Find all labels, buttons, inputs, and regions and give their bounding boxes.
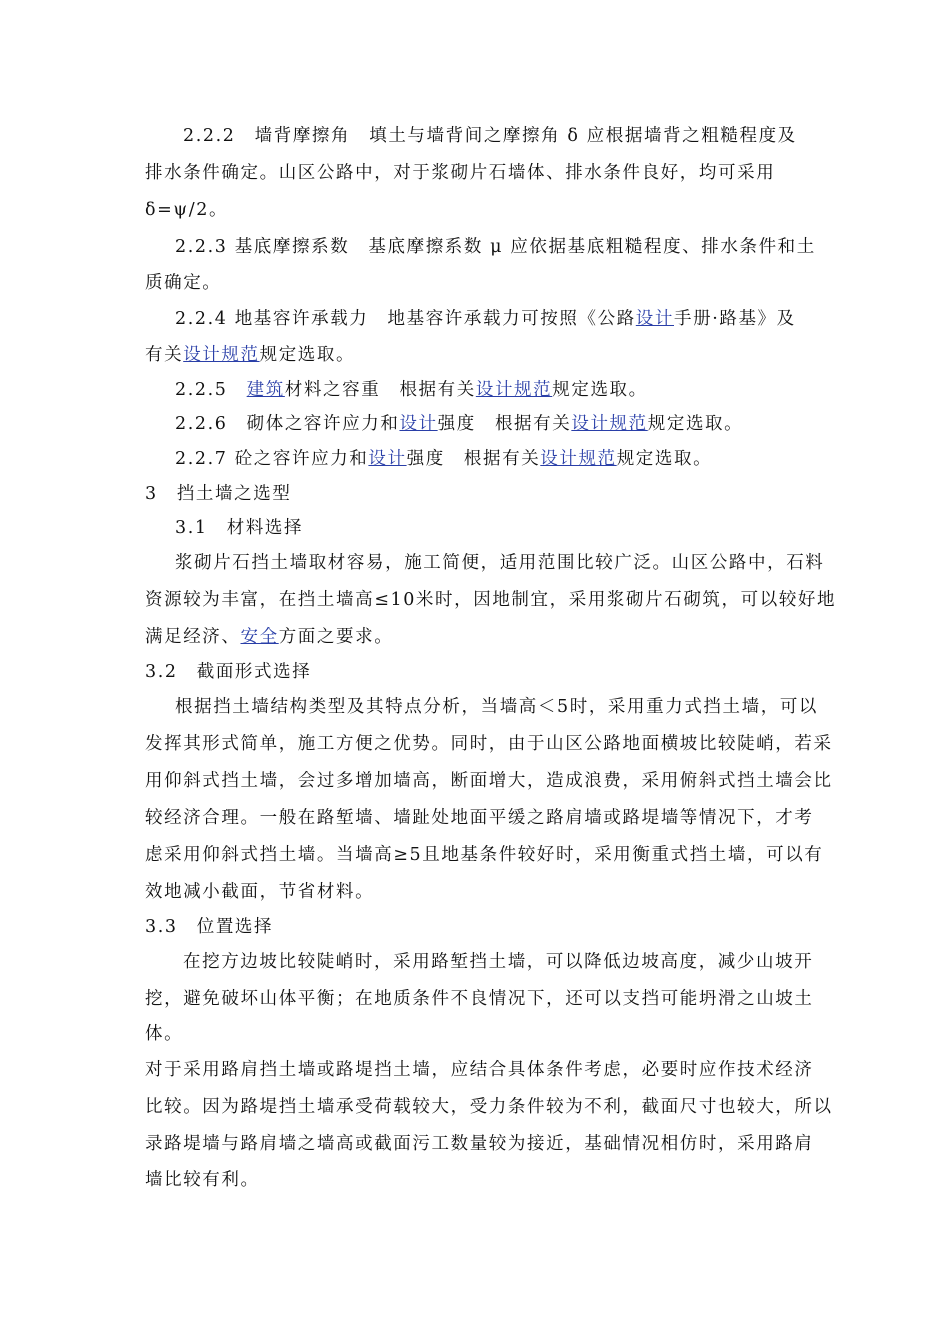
section-2-2-4-line-2 bbox=[145, 343, 355, 367]
para-3-3-line-1: 在挖方边坡比较陡峭时，采用路堑挡土墙，可以降低边坡高度，减少山坡开 bbox=[183, 952, 814, 972]
text-segment: 手册·路基》及 bbox=[674, 309, 796, 329]
para-3-4-line-4: 墙比较有利。 bbox=[145, 1170, 260, 1190]
para-3-2-line-3: 用仰斜式挡土墙，会过多增加墙高，断面增大，造成浪费，采用俯斜式挡土墙会比 bbox=[145, 771, 833, 791]
text-segment: 强度 根据有关 bbox=[406, 449, 541, 469]
text-segment: 方面之要求。 bbox=[278, 627, 394, 647]
para-3-3-line-2: 挖，避免破坏山体平衡；在地质条件不良情况下，还可以支挡可能坍滑之山坡土 bbox=[145, 989, 814, 1009]
heading-3-2: 3.2 截面形式选择 bbox=[145, 662, 312, 682]
para-3-2-line-1: 根据挡土墙结构类型及其特点分析，当墙高＜5时，采用重力式挡土墙，可以 bbox=[175, 697, 819, 717]
building-link[interactable]: 建筑 bbox=[246, 380, 285, 400]
section-2-2-2-line-1: 2.2.2 墙背摩擦角 填土与墙背间之摩擦角 δ 应根据墙背之粗糙程度及 bbox=[183, 126, 797, 146]
para-3-4-line-1: 对于采用路肩挡土墙或路堤挡土墙，应结合具体条件考虑，必要时应作技术经济 bbox=[145, 1060, 814, 1080]
para-3-4-line-3: 录路堤墙与路肩墙之墙高或截面污工数量较为接近，基础情况相仿时，采用路肩 bbox=[145, 1134, 814, 1154]
heading-3-1: 3.1 材料选择 bbox=[175, 518, 304, 538]
text-segment: 规定选取。 bbox=[616, 449, 713, 469]
text-segment: 满足经济、 bbox=[145, 627, 241, 647]
safety-link[interactable]: 安全 bbox=[240, 627, 279, 647]
section-2-2-5-line bbox=[175, 378, 648, 402]
text-segment: 规定选取。 bbox=[647, 414, 744, 434]
design-spec-link[interactable]: 设计规范 bbox=[540, 449, 617, 469]
section-2-2-3-line-1: 2.2.3 基底摩擦系数 基底摩擦系数 μ 应依据基底粗糙程度、排水条件和土 bbox=[175, 237, 816, 257]
text-segment: 2.2.4 地基容许承载力 地基容许承载力可按照《公路 bbox=[175, 309, 636, 329]
para-3-2-line-4: 较经济合理。一般在路堑墙、墙趾处地面平缓之路肩墙或路堤墙等情况下，才考 bbox=[145, 808, 814, 828]
design-spec-link[interactable]: 设计规范 bbox=[475, 380, 553, 400]
text-segment: 规定选取。 bbox=[259, 345, 356, 365]
para-3-1-line-1: 浆砌片石挡土墙取材容易，施工简便，适用范围比较广泛。山区公路中，石料 bbox=[175, 553, 825, 573]
text-segment: 2.2.5 bbox=[175, 380, 247, 400]
para-3-4-line-2: 比较。因为路堤挡土墙承受荷载较大，受力条件较为不利，截面尺寸也较大，所以 bbox=[145, 1097, 833, 1117]
section-2-2-4-line-1 bbox=[175, 307, 796, 331]
para-3-1-line-3 bbox=[145, 625, 393, 649]
para-3-1-line-2: 资源较为丰富，在挡土墙高≤10米时，因地制宜，采用浆砌片石砌筑，可以较好地 bbox=[145, 590, 837, 610]
text-segment: 材料之容重 根据有关 bbox=[284, 380, 476, 400]
text-segment: 强度 根据有关 bbox=[437, 414, 572, 434]
section-2-2-7-line bbox=[175, 447, 712, 471]
text-segment: 2.2.6 砌体之容许应力和 bbox=[175, 414, 400, 434]
section-2-2-2-line-2: 排水条件确定。山区公路中，对于浆砌片石墙体、排水条件良好，均可采用 bbox=[145, 163, 776, 183]
design-spec-link[interactable]: 设计规范 bbox=[183, 345, 260, 365]
design-link[interactable]: 设计 bbox=[635, 309, 674, 329]
para-3-2-line-5: 虑采用仰斜式挡土墙。当墙高≥5且地基条件较好时，采用衡重式挡土墙，可以有 bbox=[145, 845, 824, 865]
design-spec-link[interactable]: 设计规范 bbox=[571, 414, 648, 434]
text-segment: 2.2.7 砼之容许应力和 bbox=[175, 449, 369, 469]
para-3-2-line-2: 发挥其形式简单，施工方便之优势。同时，由于山区公路地面横坡比较陡峭，若采 bbox=[145, 734, 833, 754]
heading-3-3: 3.3 位置选择 bbox=[145, 917, 274, 937]
section-2-2-6-line bbox=[175, 412, 743, 436]
heading-3: 3 挡土墙之选型 bbox=[145, 484, 292, 504]
text-segment: 规定选取。 bbox=[552, 380, 648, 400]
section-2-2-3-line-2: 质确定。 bbox=[145, 273, 222, 293]
design-link[interactable]: 设计 bbox=[368, 449, 407, 469]
para-3-3-line-3: 体。 bbox=[145, 1024, 184, 1044]
text-segment: 有关 bbox=[145, 345, 184, 365]
para-3-2-line-6: 效地减小截面，节省材料。 bbox=[145, 882, 375, 902]
design-link[interactable]: 设计 bbox=[399, 414, 438, 434]
section-2-2-2-line-3: δ=ψ/2。 bbox=[145, 200, 229, 220]
